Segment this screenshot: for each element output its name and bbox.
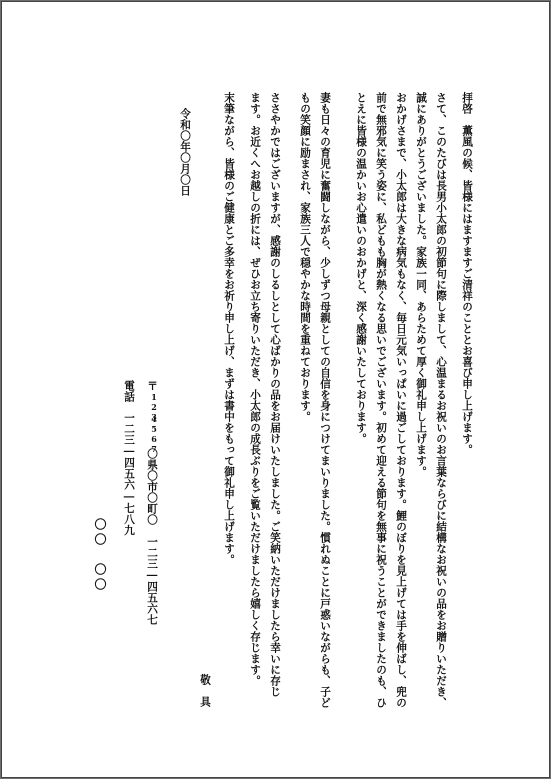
closing-keigu: 敬 具	[199, 674, 211, 707]
date-line: 令和〇年〇月〇日	[179, 108, 191, 196]
postal-code-1: 123	[149, 392, 159, 422]
body-line-9: ます。お近くへお越しの折には、ぜひお立ち寄りいただき、小太郎の成長ぶりをご覧いただけましたら嬉しく存じます。	[249, 92, 261, 686]
sender-address: 〇県〇市〇町〇 一二三―四五六七	[146, 448, 158, 626]
body-line-5: とえに皆様の温かいお心遣いのおかげと、深く感謝いたしております。	[355, 92, 367, 444]
body-line-2: 誠にありがとうございました。家族一同、あらためて厚く御礼申し上げます。	[415, 92, 427, 477]
postal-code-2: 4567	[149, 414, 159, 454]
body-line-7: もの笑顔に励まされ、家族三人で穏やかな時間を重ねております。	[299, 92, 311, 422]
body-line-6: 妻も日々の育児に奮闘しながら、少しずつ母親としての自信を身につけてまいりました。慣れぬことに戸惑いながらも、子ど	[319, 92, 331, 708]
sender-name: 〇〇 〇〇	[93, 518, 107, 593]
opening-line: 拝啓 薫風の候、皆様にはますますご清祥のこととお喜び申し上げます。	[461, 92, 473, 455]
body-line-1: さて、このたびは長男小太郎の初節句に際しまして、心温まるお祝いのお言葉ならびに結構なお祝いの品をお贈りいただき、	[435, 92, 447, 708]
phone-number: 一二三―四五六―七八九	[123, 412, 135, 536]
letter-page	[2, 2, 549, 777]
phone-label: 電話	[123, 380, 135, 402]
body-line-4: 前で無邪気に笑う姿に、私どもも胸が熱くなる思いでございます。初めて迎える節句を無事に祝うことができましたのも、ひ	[375, 92, 387, 708]
body-line-3: おかげさまで、小太郎は大きな病気もなく、毎日元気いっぱいに過ごしております。鯉のぼりを見上げては手を伸ばし、兜の	[395, 92, 407, 708]
postal-mark: 〒	[146, 380, 158, 391]
body-line-10: 末筆ながら、皆様のご健康とご多幸をお祈り申し上げ、まずは書中をもって御礼申し上げます。	[223, 92, 235, 565]
body-line-8: ささやかではございますが、感謝のしるしとして心ばかりの品をお届けいたしました。ご笑納いただけましたら幸いに存じ	[269, 92, 281, 697]
